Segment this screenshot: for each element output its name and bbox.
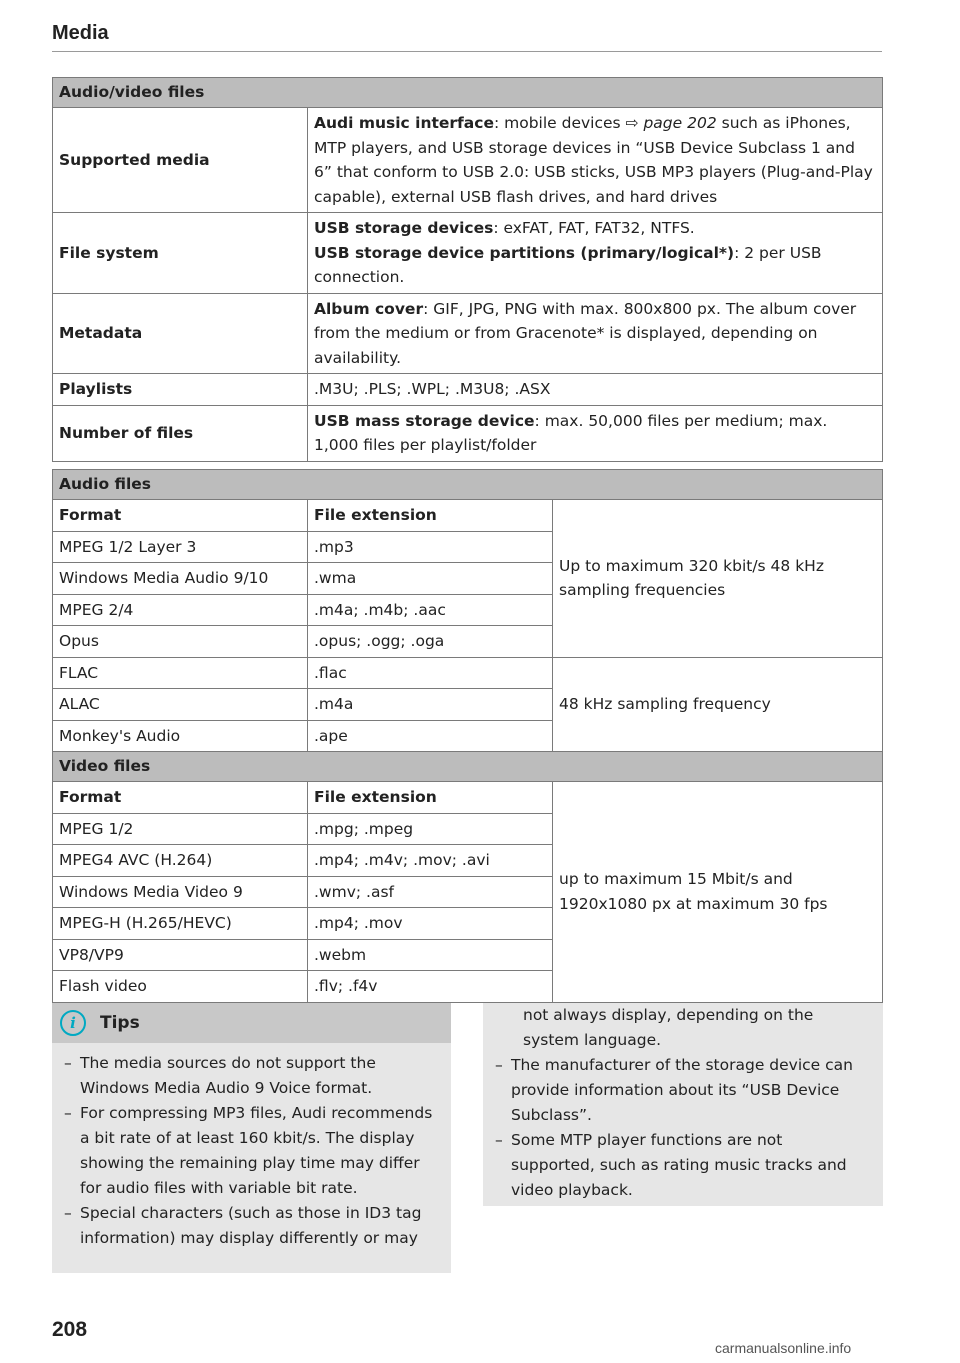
description-text: : exFAT, FAT, FAT32, NTFS.	[493, 219, 695, 237]
row-description	[308, 293, 883, 374]
column-header-format: Format	[53, 782, 308, 814]
tips-box	[52, 1003, 451, 1273]
row-label: Supported media	[53, 108, 308, 213]
table-row	[53, 405, 883, 461]
extension-cell: .m4a	[308, 689, 553, 721]
description-text: USB storage devices	[314, 219, 494, 237]
tips-box-continued	[483, 1003, 883, 1206]
table-row	[53, 293, 883, 374]
row-label: File system	[53, 213, 308, 294]
format-cell: MPEG 1/2	[53, 813, 308, 845]
specification-note: 48 kHz sampling frequency	[553, 657, 883, 752]
row-description	[308, 374, 883, 406]
audio-files-table	[52, 469, 883, 752]
row-description	[308, 405, 883, 461]
description-text: .M3U; .PLS; .WPL; .M3U8; .ASX	[314, 380, 551, 398]
info-icon: i	[60, 1010, 86, 1036]
extension-cell: .wma	[308, 563, 553, 595]
row-label: Number of files	[53, 405, 308, 461]
format-cell: MPEG-H (H.265/HEVC)	[53, 908, 308, 940]
format-cell: MPEG4 AVC (H.264)	[53, 845, 308, 877]
extension-cell: .ape	[308, 720, 553, 752]
specification-note: up to maximum 15 Mbit/s and 1920x1080 px at maximum 30 fps	[553, 782, 883, 1003]
description-text: USB mass storage device	[314, 411, 535, 430]
page-header-title: Media	[52, 22, 882, 52]
tip-text: The manufacturer of the storage device can provide information about its “USB Device Subclass”.	[511, 1056, 853, 1124]
dash-bullet: –	[64, 1204, 72, 1222]
table-row	[53, 657, 883, 689]
tip-text: Some MTP player functions are not supported, such as rating music tracks and video playback.	[511, 1131, 847, 1199]
tip-text: The media sources do not support the Windows Media Audio 9 Voice format.	[80, 1054, 376, 1097]
tips-header	[52, 1003, 451, 1043]
description-text: : max. 50,000 files per medium; max. 1,000 files per playlist/folder	[314, 411, 828, 454]
watermark-text: carmanualsonline.info	[715, 1340, 852, 1356]
description-text: ⇨	[625, 114, 644, 132]
table-row	[53, 374, 883, 406]
tips-list-continued	[483, 1003, 883, 1053]
extension-cell: .mp4; .mov	[308, 908, 553, 940]
tip-text: Special characters (such as those in ID3 tag information) may display differently or may	[80, 1204, 422, 1247]
format-cell: Flash video	[53, 971, 308, 1003]
extension-cell: .webm	[308, 939, 553, 971]
tip-item	[64, 1201, 437, 1251]
table-caption: Video files	[53, 752, 883, 782]
format-cell: Windows Media Video 9	[53, 876, 308, 908]
description-text: Album cover	[314, 299, 424, 318]
table-caption: Audio/video files	[53, 78, 883, 108]
dash-bullet: –	[495, 1056, 503, 1074]
tip-item	[64, 1101, 437, 1201]
extension-cell: .m4a; .m4b; .aac	[308, 594, 553, 626]
row-label: Metadata	[53, 293, 308, 374]
format-cell: MPEG 2/4	[53, 594, 308, 626]
row-label: Playlists	[53, 374, 308, 406]
dash-bullet: –	[64, 1054, 72, 1072]
extension-cell: .flv; .f4v	[308, 971, 553, 1003]
format-cell: ALAC	[53, 689, 308, 721]
format-cell: Monkey's Audio	[53, 720, 308, 752]
extension-cell: .flac	[308, 657, 553, 689]
format-cell: FLAC	[53, 657, 308, 689]
page-number: 208	[52, 1318, 88, 1341]
description-text: : 2 per USB connection.	[314, 243, 822, 286]
extension-cell: .mp4; .m4v; .mov; .avi	[308, 845, 553, 877]
specification-note: Up to maximum 320 kbit/s 48 kHz sampling frequencies	[553, 500, 883, 658]
table-header-row	[53, 500, 883, 532]
table-header-row	[53, 782, 883, 814]
tips-list	[52, 1043, 451, 1251]
table-row	[53, 108, 883, 213]
tip-text: For compressing MP3 files, Audi recommends a bit rate of at least 160 kbit/s. The display showing the remaining play time may differ for audio files with variable bit rate.	[80, 1104, 433, 1197]
tip-item	[495, 1128, 869, 1203]
dash-bullet: –	[64, 1104, 72, 1122]
extension-cell: .opus; .ogg; .oga	[308, 626, 553, 658]
description-text: USB storage device partitions (primary/logical*)	[314, 243, 735, 262]
row-description	[308, 108, 883, 213]
column-header-extension: File extension	[308, 500, 553, 532]
tip-item	[64, 1051, 437, 1101]
column-header-format: Format	[53, 500, 308, 532]
format-cell: Opus	[53, 626, 308, 658]
description-text: such as iPhones, MTP players, and USB storage devices in “USB Device Subclass 1 and 6” that conform to USB 2.0: USB sticks, USB MP3 players (Plug-and-Play capable), external USB flash drives, and hard drives	[314, 114, 873, 206]
tips-continuation: not always display, depending on the system language.	[523, 1006, 814, 1049]
dash-bullet: –	[495, 1131, 503, 1149]
description-text[interactable]: page 202	[643, 114, 717, 132]
tips-title: Tips	[100, 1013, 140, 1033]
audio-video-files-table	[52, 77, 883, 462]
table-row	[53, 213, 883, 294]
tip-item	[495, 1053, 869, 1128]
format-cell: MPEG 1/2 Layer 3	[53, 531, 308, 563]
video-files-table	[52, 751, 883, 1003]
table-caption: Audio files	[53, 470, 883, 500]
extension-cell: .mp3	[308, 531, 553, 563]
row-description	[308, 213, 883, 294]
extension-cell: .mpg; .mpeg	[308, 813, 553, 845]
tips-list-right	[483, 1053, 883, 1203]
extension-cell: .wmv; .asf	[308, 876, 553, 908]
description-text: Audi music interface	[314, 114, 494, 132]
format-cell: VP8/VP9	[53, 939, 308, 971]
description-text: : GIF, JPG, PNG with max. 800x800 px. The album cover from the medium or from Gracenote* is displayed, depending on availability.	[314, 299, 857, 367]
column-header-extension: File extension	[308, 782, 553, 814]
description-text: : mobile devices	[493, 114, 626, 132]
format-cell: Windows Media Audio 9/10	[53, 563, 308, 595]
